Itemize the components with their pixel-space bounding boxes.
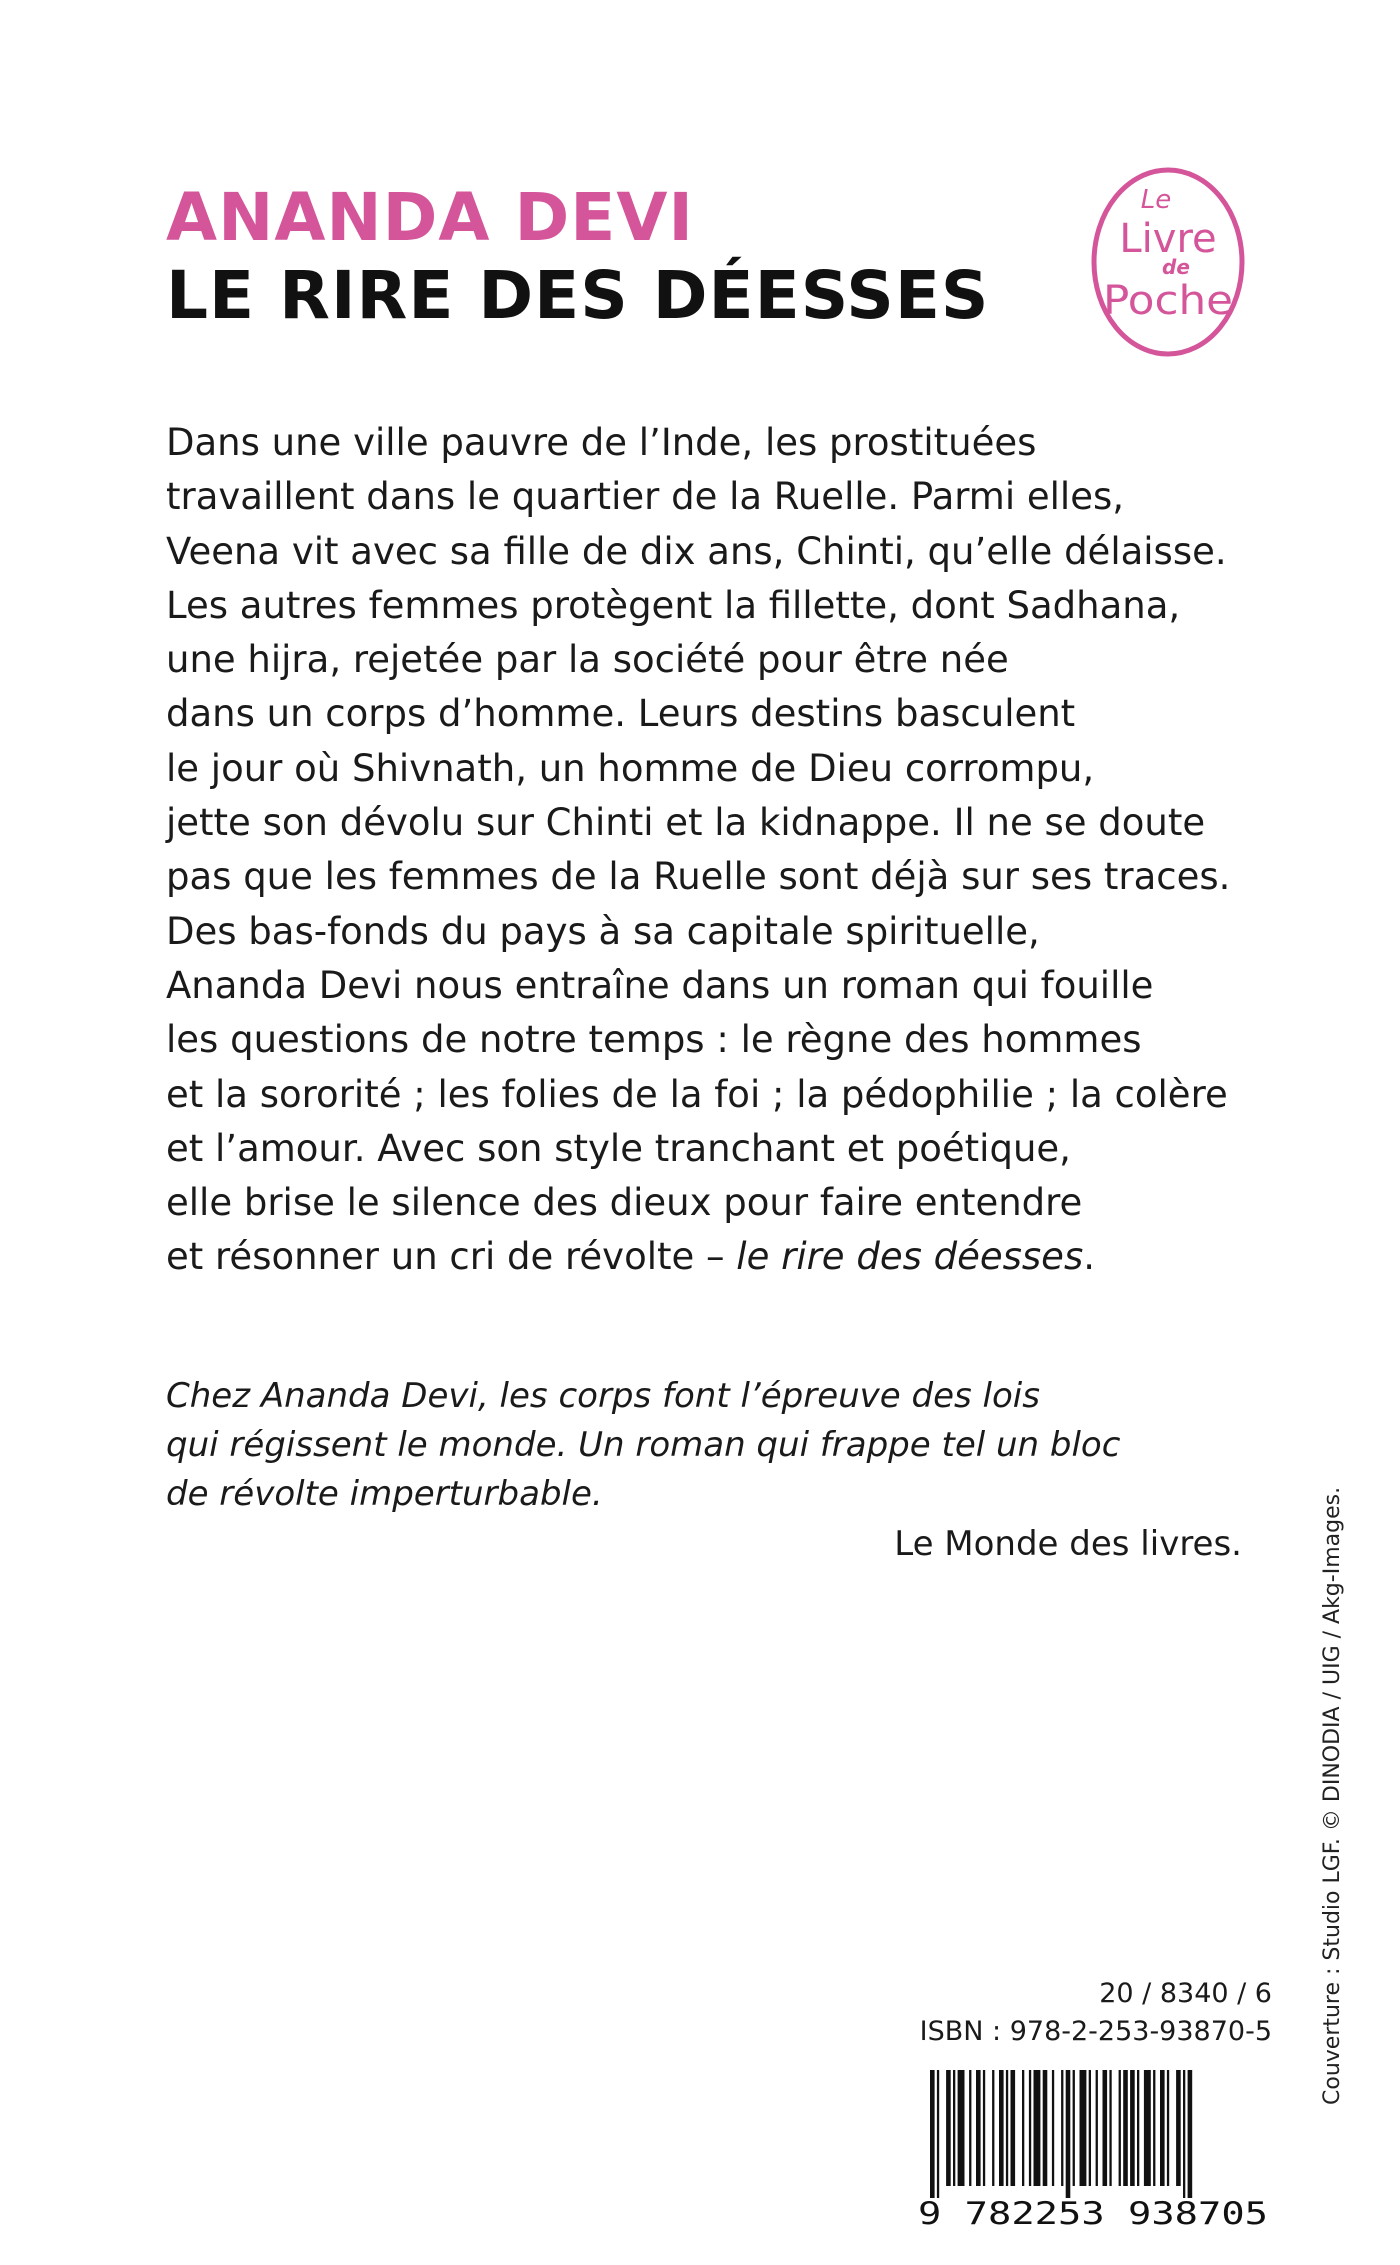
isbn-barcode xyxy=(908,2070,1278,2228)
barcode-bar xyxy=(992,2070,994,2186)
barcode-bar xyxy=(1073,2070,1075,2186)
barcode-bar xyxy=(946,2070,951,2186)
barcode-bar xyxy=(1034,2070,1041,2186)
logo-text-le: Le xyxy=(1140,185,1172,215)
barcode-bar xyxy=(1103,2070,1108,2186)
barcode-bar xyxy=(1167,2070,1169,2186)
blurb-line: le jour où Shivnath, un homme de Dieu corrompu, xyxy=(166,746,1095,790)
blurb-line: les questions de notre temps : le règne des hommes xyxy=(166,1018,1142,1062)
review-quote xyxy=(166,1372,1166,1519)
barcode-bar xyxy=(953,2070,955,2186)
barcode-bar xyxy=(1123,2070,1128,2186)
barcode-bar xyxy=(999,2070,1004,2186)
barcode-bar xyxy=(1052,2070,1054,2186)
barcode-bar xyxy=(1066,2070,1071,2198)
quote-line: Chez Ananda Devi, les corps font l’épreuve des lois xyxy=(166,1376,1040,1416)
barcode-bar xyxy=(1144,2070,1151,2186)
cover-credit: Couverture : Studio LGF. © DINODIA / UIG / Akg-Images. xyxy=(1320,1486,1345,2105)
barcode-bar xyxy=(930,2070,935,2198)
barcode-digits: 9 782253 938705 xyxy=(918,2196,1268,2228)
blurb-line: une hijra, rejetée par la société pour être née xyxy=(166,638,1009,682)
logo-text-poche: Poche xyxy=(1103,278,1233,324)
barcode-bar xyxy=(1130,2070,1135,2186)
blurb-line: pas que les femmes de la Ruelle sont déjà sur ses traces. xyxy=(166,855,1231,899)
barcode-bar xyxy=(1089,2070,1091,2186)
barcode-bar xyxy=(1022,2070,1024,2186)
barcode-bar xyxy=(983,2070,985,2186)
logo-text-livre: Livre xyxy=(1119,216,1217,262)
blurb-line: travaillent dans le quartier de la Ruelle. Parmi elles, xyxy=(166,475,1125,519)
barcode-bar xyxy=(976,2070,981,2186)
blurb-line: Les autres femmes protègent la fillette, dont Sadhana, xyxy=(166,583,1181,627)
blurb-line: Ananda Devi nous entraîne dans un roman qui fouille xyxy=(166,963,1154,1007)
barcode-bar xyxy=(1006,2070,1008,2186)
blurb-line: jette son dévolu sur Chinti et la kidnappe. Il ne se doute xyxy=(166,801,1206,845)
logo-text-de: de xyxy=(1162,255,1190,279)
barcode-bar xyxy=(1080,2070,1087,2186)
reference-number: 20 / 8340 / 6 xyxy=(1099,1978,1272,2009)
barcode-bar xyxy=(958,2070,965,2186)
le-livre-de-poche-logo xyxy=(1090,166,1246,358)
barcode-bar xyxy=(1188,2070,1193,2198)
back-cover-blurb xyxy=(166,416,1266,1285)
barcode-bar xyxy=(969,2070,971,2186)
barcode-bars xyxy=(930,2070,1192,2198)
barcode-bar xyxy=(1176,2070,1181,2186)
book-title: LE RIRE DES DÉESSES xyxy=(166,257,990,334)
barcode-bar xyxy=(1043,2070,1048,2186)
blurb-line: Dans une ville pauvre de l’Inde, les prostituées xyxy=(166,421,1037,464)
barcode-bar xyxy=(1061,2070,1063,2186)
product-codes xyxy=(920,1975,1272,2051)
barcode-bar xyxy=(1183,2070,1185,2198)
barcode-bar xyxy=(1109,2070,1111,2186)
barcode-bar xyxy=(1160,2070,1165,2186)
blurb-line: et l’amour. Avec son style tranchant et poétique, xyxy=(166,1126,1071,1170)
blurb-last-line xyxy=(166,1230,1266,1284)
quote-line: de révolte imperturbable. xyxy=(166,1474,603,1514)
review-source: Le Monde des livres. xyxy=(894,1524,1242,1564)
blurb-last-line-end: . xyxy=(1083,1235,1095,1279)
blurb-line: et la sororité ; les folies de la foi ; la pédophilie ; la colère xyxy=(166,1072,1228,1116)
blurb-last-line-start: et résonner un cri de révolte – xyxy=(166,1235,737,1279)
barcode-bar xyxy=(1029,2070,1031,2186)
barcode-bar xyxy=(1153,2070,1155,2186)
barcode-bar xyxy=(937,2070,939,2198)
barcode-bar xyxy=(1011,2070,1016,2186)
quote-line: qui régissent le monde. Un roman qui frappe tel un bloc xyxy=(166,1425,1121,1465)
blurb-line: Des bas-fonds du pays à sa capitale spirituelle, xyxy=(166,909,1040,953)
blurb-line: Veena vit avec sa fille de dix ans, Chinti, qu’elle délaisse. xyxy=(166,529,1227,573)
blurb-italic-title: le rire des déesses xyxy=(736,1235,1084,1279)
barcode-bar xyxy=(1137,2070,1139,2186)
isbn-number: ISBN : 978-2-253-93870-5 xyxy=(919,2016,1272,2047)
barcode-bar xyxy=(1119,2070,1121,2186)
blurb-line: elle brise le silence des dieux pour faire entendre xyxy=(166,1181,1083,1225)
blurb-line: dans un corps d’homme. Leurs destins basculent xyxy=(166,692,1076,736)
author-name: ANANDA DEVI xyxy=(166,179,694,256)
barcode-bar xyxy=(1096,2070,1098,2186)
